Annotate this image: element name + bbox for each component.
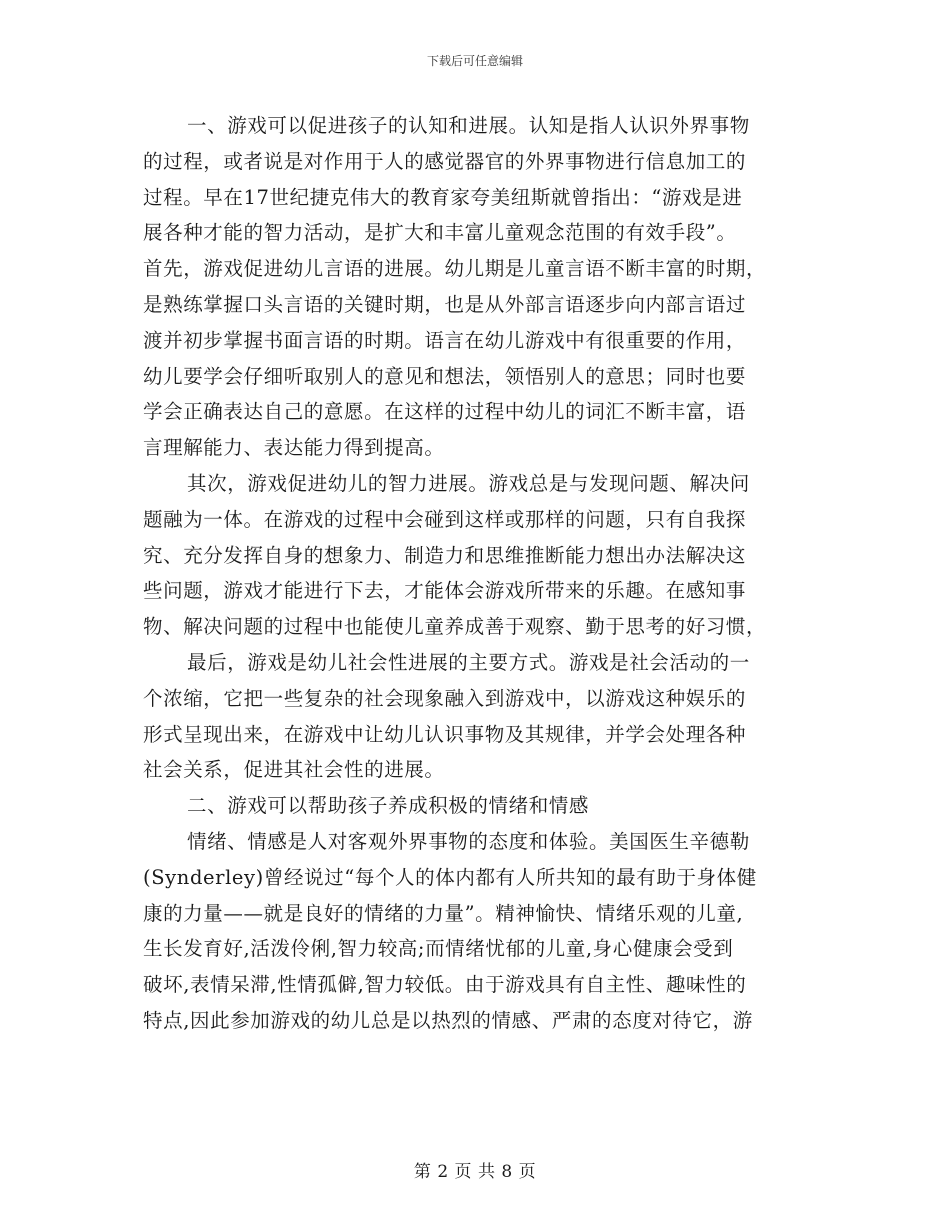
text-line: (Synderley)曾经说过“每个人的体内都有人所共知的最有助于身体健: [143, 865, 757, 889]
text-line: 生长发育好,活泼伶俐,智力较高;而情绪忧郁的儿童,身心健康会受到: [143, 937, 734, 961]
document-body: [143, 108, 811, 1039]
text-line: 学会正确表达自己的意愿。在这样的过程中幼儿的词汇不断丰富，语: [143, 400, 747, 424]
text-line: 究、充分发挥自身的想象力、制造力和思维推断能力想出办法解决这: [143, 543, 747, 567]
section-heading: 二、游戏可以帮助孩子养成积极的情绪和情感: [187, 794, 590, 818]
text-line: 个浓缩，它把一些复杂的社会现象融入到游戏中，以游戏这种娱乐的: [143, 686, 747, 710]
text-line: 形式呈现出来，在游戏中让幼儿认识事物及其规律，并学会处理各种: [143, 722, 747, 746]
text-line: 其次，游戏促进幼儿的智力进展。游戏总是与发现问题、解决问: [187, 471, 750, 495]
text-line: 情绪、情感是人对客观外界事物的态度和体验。美国医生辛德勒: [187, 829, 750, 853]
text-line: 康的力量——就是良好的情绪的力量”。精神愉快、情绪乐观的儿童,: [143, 901, 744, 925]
text-line: 一、游戏可以促进孩子的认知和进展。认知是指人认识外界事物: [187, 114, 750, 137]
text-line: 言理解能力、表达能力得到提高。: [143, 436, 445, 460]
text-line: 特点,因此参加游戏的幼儿总是以热烈的情感、严肃的态度对待它，游: [143, 1008, 753, 1032]
text-line: 过程。早在17世纪捷克伟大的教育家夸美纽斯就曾指出：“游戏是进: [143, 185, 743, 209]
text-line: 渡并初步掌握书面言语的时期。语言在幼儿游戏中有很重要的作用，: [143, 328, 747, 352]
text-line: 幼儿要学会仔细听取别人的意见和想法，领悟别人的意思；同时也要: [143, 364, 747, 388]
text-line: 题融为一体。在游戏的过程中会碰到这样或那样的问题，只有自我探: [143, 507, 747, 531]
text-line: 社会关系，促进其社会性的进展。: [143, 758, 445, 782]
page-header: 下载后可任意编辑: [426, 54, 523, 68]
text-line: 些问题，游戏才能进行下去，才能体会游戏所带来的乐趣。在感知事: [143, 579, 747, 603]
text-line: 最后，游戏是幼儿社会性进展的主要方式。游戏是社会活动的一: [187, 650, 750, 674]
page-number-footer: 第 2 页 共 8 页: [413, 1162, 537, 1182]
text-line: 展各种才能的智力活动，是扩大和丰富儿童观念范围的有效手段”。: [143, 221, 737, 245]
text-line: 的过程，或者说是对作用于人的感觉器官的外界事物进行信息加工的: [143, 149, 747, 173]
text-line: 是熟练掌握口头言语的关键时期，也是从外部言语逐步向内部言语过: [143, 292, 747, 316]
text-line: 破坏,表情呆滞,性情孤僻,智力较低。由于游戏具有自主性、趣味性的: [143, 973, 747, 997]
text-line: 物、解决问题的过程中也能使儿童养成善于观察、勤于思考的好习惯，: [143, 615, 767, 639]
text-line: 首先，游戏促进幼儿言语的进展。幼儿期是儿童言语不断丰富的时期，: [143, 257, 767, 281]
